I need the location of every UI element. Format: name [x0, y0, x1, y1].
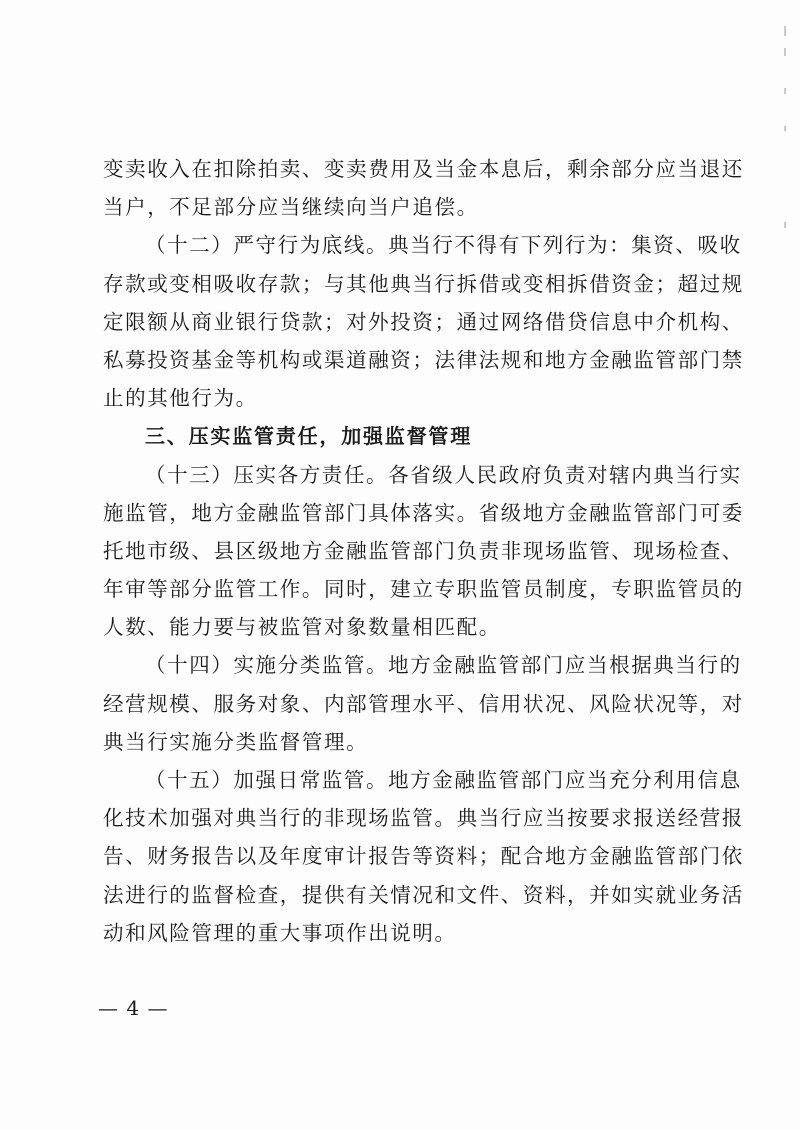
text-line: 告、财务报告以及年度审计报告等资料；配合地方金融监管部门依	[103, 844, 744, 869]
text-line: 变卖收入在扣除拍卖、变卖费用及当金本息后，剩余部分应当退还	[103, 157, 744, 181]
text-line: 典当行实施分类监督管理。	[103, 729, 369, 754]
text-line: 施监管，地方金融监管部门具体落实。省级地方金融监管部门可委	[103, 500, 744, 525]
text-line: 止的其他行为。	[103, 386, 258, 411]
paragraph-start-line: （十四）实施分类监管。地方金融监管部门应当根据典当行的	[145, 653, 742, 678]
scan-artifact	[784, 88, 786, 94]
paragraph-start-line: （十五）加强日常监管。地方金融监管部门应当充分利用信息	[145, 768, 742, 792]
document-body	[103, 150, 744, 952]
section-heading: 三、压实监管责任，加强监督管理	[145, 424, 472, 449]
scan-artifact	[784, 222, 786, 228]
paragraph-start-line: （十三）压实各方责任。各省级人民政府负责对辖内典当行实	[145, 462, 742, 487]
text-line: 法进行的监督检查，提供有关情况和文件、资料，并如实就业务活	[103, 882, 744, 907]
text-line: 存款或变相吸收存款；与其他典当行拆借或变相拆借资金；超过规	[103, 271, 744, 296]
text-line: 年审等部分监管工作。同时，建立专职监管员制度，专职监管员的	[103, 577, 744, 602]
text-line: 托地市级、县区级地方金融监管部门负责非现场监管、现场检查、	[103, 538, 744, 563]
scan-artifact	[784, 126, 786, 131]
text-line: 人数、能力要与被监管对象数量相匹配。	[103, 615, 501, 640]
text-line: 化技术加强对典当行的非现场监管。典当行应当按要求报送经营报	[103, 806, 744, 831]
scan-artifact	[784, 48, 786, 56]
paragraph-start-line: （十二）严守行为底线。典当行不得有下列行为：集资、吸收	[145, 233, 742, 258]
text-line: 经营规模、服务对象、内部管理水平、信用状况、风险状况等，对	[103, 691, 744, 716]
text-line: 动和风险管理的重大事项作出说明。	[103, 920, 457, 945]
text-line: 当户，不足部分应当继续向当户追偿。	[103, 195, 479, 220]
text-line: 私募投资基金等机构或渠道融资；法律法规和地方金融监管部门禁	[103, 347, 744, 372]
scan-artifact	[784, 26, 786, 36]
page-number: — 4 —	[98, 996, 169, 1020]
text-line: 定限额从商业银行贷款；对外投资；通过网络借贷信息中介机构、	[103, 309, 744, 334]
